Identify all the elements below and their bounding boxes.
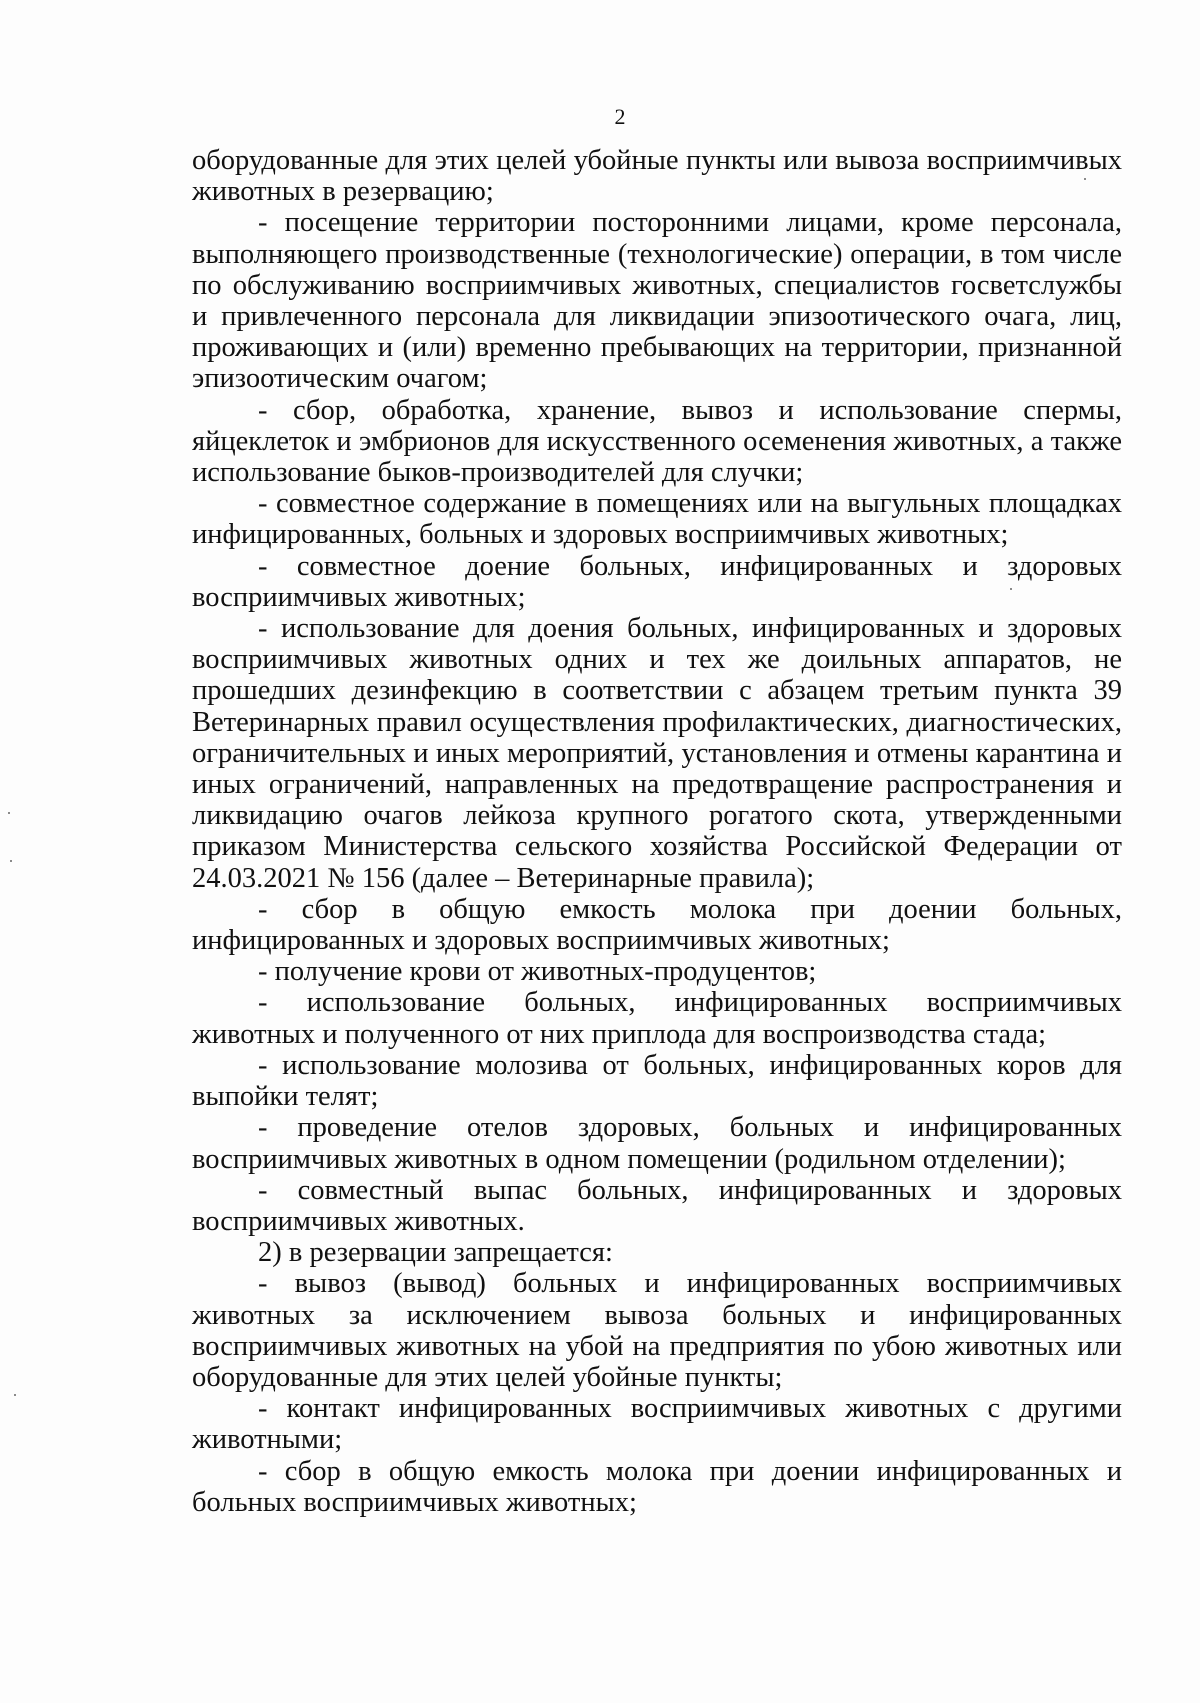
document-paragraph: - совместное доение больных, инфицированных и здоровых восприимчивых животных; <box>192 550 1122 613</box>
document-paragraph: - контакт инфицированных восприимчивых животных с другими животными; <box>192 1393 1122 1456</box>
document-paragraph: - сбор, обработка, хранение, вывоз и использование спермы, яйцеклеток и эмбрионов для искусственного осеменения животных, а также использование быков-производителей для случки; <box>192 394 1122 489</box>
document-paragraph: - совместное содержание в помещениях или на выгульных площадках инфицированных, больных и здоровых восприимчивых животных; <box>192 488 1122 551</box>
scan-speck <box>1010 588 1012 590</box>
document-paragraph: - совместный выпас больных, инфицированных и здоровых восприимчивых животных. <box>192 1174 1122 1237</box>
document-paragraph: - сбор в общую емкость молока при доении инфицированных и больных восприимчивых животных; <box>192 1455 1122 1518</box>
document-body <box>192 145 1122 1518</box>
document-paragraph: 2) в резервации запрещается: <box>258 1237 613 1269</box>
document-paragraph: - получение крови от животных-продуцентов; <box>258 956 817 988</box>
scan-speck <box>10 860 12 862</box>
document-paragraph: оборудованные для этих целей убойные пункты или вывоза восприимчивых животных в резервацию; <box>192 145 1122 208</box>
document-paragraph: - использование молозива от больных, инфицированных коров для выпойки телят; <box>192 1049 1122 1113</box>
document-paragraph: - вывоз (вывод) больных и инфицированных восприимчивых животных за исключением вывоза больных и инфицированных восприимчивых животных на убой на предприятия по убою животных или оборудованные для этих целей убойные пункты; <box>192 1268 1122 1393</box>
page-number: 2 <box>614 104 626 129</box>
document-paragraph: - проведение отелов здоровых, больных и инфицированных восприимчивых животных в одном помещении (родильном отделении); <box>192 1112 1122 1175</box>
scan-speck <box>8 812 10 814</box>
scan-speck <box>1084 178 1086 180</box>
document-paragraph: - сбор в общую емкость молока при доении больных, инфицированных и здоровых восприимчивых животных; <box>192 893 1122 957</box>
document-paragraph: - использование больных, инфицированных восприимчивых животных и полученного от них приплода для воспроизводства стада; <box>192 987 1122 1050</box>
document-paragraph: - посещение территории посторонними лицами, кроме персонала, выполняющего производственные (технологические) операции, в том числе по обслуживанию восприимчивых животных, специалистов госветслужбы и привлеченного персонала для ликвидации эпизоотического очага, лиц, проживающих и (или) временно пребывающих на территории, признанной эпизоотическим очагом; <box>192 207 1122 395</box>
document-paragraph: - использование для доения больных, инфицированных и здоровых восприимчивых животных одних и тех же доильных аппаратов, не прошедших дезинфекцию в соответствии с абзацем третьим пункта 39 Ветеринарных правил осуществления профилактических, диагностических, ограничительных и иных мероприятий, установления и отмены карантина и иных ограничений, направленных на предотвращение распространения и ликвидацию очагов лейкоза крупного рогатого скота, утвержденными приказом Министерства сельского хозяйства Российской Федерации от 24.03.2021 № 156 (далее – Ветеринарные правила); <box>192 613 1122 894</box>
scan-speck <box>14 1394 16 1396</box>
